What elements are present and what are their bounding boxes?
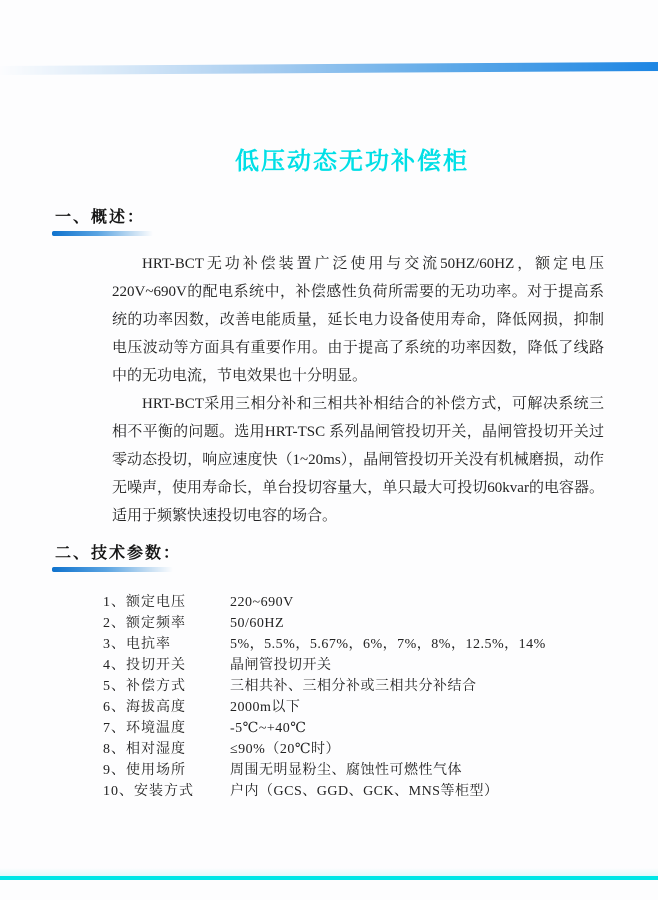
parameter-label: 9、使用场所 xyxy=(103,763,186,778)
parameter-list xyxy=(103,592,583,802)
parameter-row xyxy=(103,676,583,697)
parameter-row xyxy=(103,781,583,802)
parameter-value: 三相共补、三相分补或三相共分补结合 xyxy=(230,679,477,694)
section-overview-heading xyxy=(55,204,153,236)
parameter-row xyxy=(103,697,583,718)
overview-paragraph-1: HRT-BCT无功补偿装置广泛使用与交流50HZ/60HZ，额定电压220V~690V的配电系统中，补偿感性负荷所需要的无功功率。对于提高系统的功率因数，改善电能质量，延长电力设备使用寿命，降低网损，抑制电压波动等方面具有重要作用。由于提高了系统的功率因数，降低了线路中的无功电流，节电效果也十分明显。 xyxy=(112,256,604,384)
parameter-row xyxy=(103,655,583,676)
parameter-value: 户内（GCS、GGD、GCK、MNS等柜型） xyxy=(230,784,499,799)
parameter-row xyxy=(103,718,583,739)
parameter-label: 7、环境温度 xyxy=(103,721,186,736)
parameter-row xyxy=(103,760,583,781)
parameter-value: ≤90%（20℃时） xyxy=(230,742,341,757)
parameter-row xyxy=(103,634,583,655)
parameter-label: 5、补偿方式 xyxy=(103,679,186,694)
parameter-value: 5%，5.5%，5.67%，6%，7%，8%，12.5%，14% xyxy=(230,637,546,652)
parameter-label: 3、电抗率 xyxy=(103,637,171,652)
section-parameters-underline xyxy=(52,567,173,572)
parameter-value: 晶闸管投切开关 xyxy=(230,658,332,673)
footer-cyan-rule xyxy=(0,876,658,880)
parameter-label: 10、安装方式 xyxy=(103,784,194,799)
footer-glow xyxy=(0,868,658,876)
parameter-value: 周围无明显粉尘、腐蚀性可燃性气体 xyxy=(230,763,462,778)
parameter-label: 6、海拔高度 xyxy=(103,700,186,715)
section-overview-heading-text: 一、概述： xyxy=(55,209,146,226)
parameter-label: 1、额定电压 xyxy=(103,595,186,610)
parameter-row xyxy=(103,592,583,613)
parameter-row xyxy=(103,739,583,760)
parameter-label: 8、相对湿度 xyxy=(103,742,186,757)
overview-paragraph-2: HRT-BCT采用三相分补和三相共补相结合的补偿方式，可解决系统三相不平衡的问题。选用HRT-TSC 系列晶闸管投切开关，晶闸管投切开关过零动态投切，响应速度快（1~20ms），晶闸管投切开关没有机械磨损，动作无噪声，使用寿命长，单台投切容量大，单只最大可投切60kvar的电容器。适用于频繁快速投切电容的场合。 xyxy=(112,396,604,524)
parameter-label: 2、额定频率 xyxy=(103,616,186,631)
page-title: 低压动态无功补偿柜 xyxy=(235,149,469,175)
section-parameters-heading-text: 二、技术参数： xyxy=(55,545,182,562)
section-parameters-heading xyxy=(55,540,181,572)
top-gradient-rule xyxy=(0,62,658,75)
parameter-value: -5℃~+40℃ xyxy=(230,721,307,736)
overview-paragraphs xyxy=(112,250,604,530)
section-overview-underline xyxy=(52,231,153,236)
parameter-value: 50/60HZ xyxy=(230,616,285,631)
parameter-value: 220~690V xyxy=(230,595,294,610)
parameter-label: 4、投切开关 xyxy=(103,658,186,673)
parameter-value: 2000m以下 xyxy=(230,700,301,715)
parameter-row xyxy=(103,613,583,634)
